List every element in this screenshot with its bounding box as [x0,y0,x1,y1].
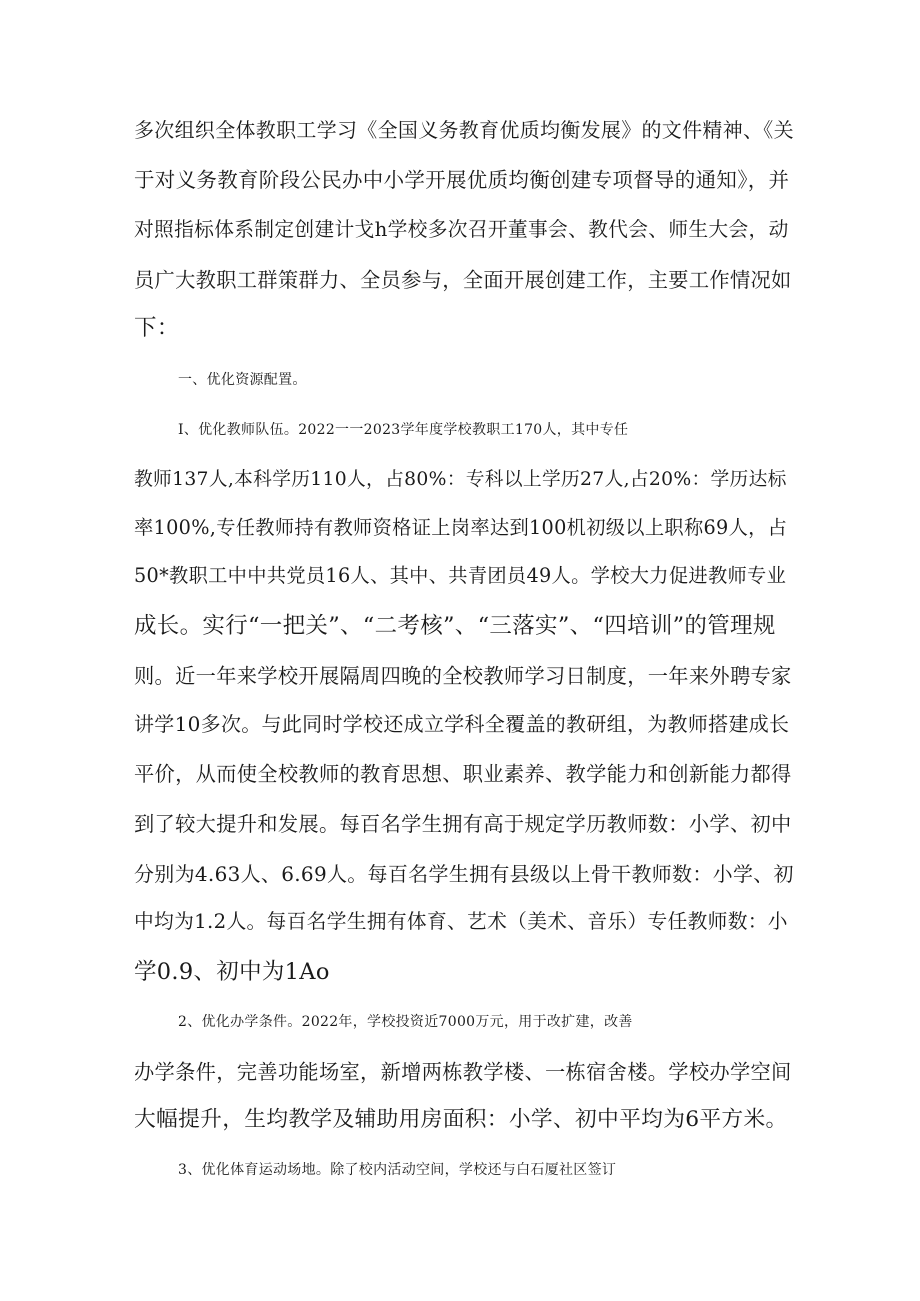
text-line: 办学条件，完善功能场室，新增两栋教学楼、一栋宿舍楼。学校办学空间 [134,1060,792,1084]
paragraph-first-line: I、优化教师队伍。2022一一2023学年度学校教职工170人，其中专任 [178,422,629,438]
text-line: 教师137人,本科学历110人，占80%：专科以上学历27人,占20%：学历达标 [134,469,787,490]
text-line: 讲学10多次。与此同时学校还成立学科全覆盖的教研组，为教师搭建成长 [134,712,790,736]
text-line: 下： [134,315,180,341]
paragraph-first-line: 2、优化办学条件。2022年，学校投资近7000万元，用于改扩建，改善 [178,1014,633,1030]
text-line: 中均为1.2人。每百名学生拥有体育、艺术（美术、音乐）专任教师数：小 [134,910,788,933]
text-line: 于对义务教育阶段公民办中小学开展优质均衡创建专项督导的通知》，并 [134,168,790,192]
text-line: 50*教职工中中共党员16人、其中、共青团员49人。学校大力促进教师专业 [134,564,787,587]
section-heading: 一、优化资源配置。 [178,372,307,388]
text-line: 率100%,专任教师持有教师资格证上岗率达到100机初级以上职称69人，占 [134,516,788,539]
text-line: 则。近一年来学校开展隔周四晚的全校教师学习日制度，一年来外聘专家 [134,664,792,688]
text-line: 对照指标体系制定创建计戈h学校多次召开董事会、教代会、师生大会，动 [134,218,789,241]
text-line: 分别为4.63人、6.69人。每百名学生拥有县级以上骨干教师数：小学、初 [134,862,794,886]
text-line: 学0.9、初中为1Ao [134,959,330,985]
paragraph-first-line: 3、优化体育运动场地。除了校内活动空间，学校还与白石厦社区签订 [178,1162,617,1178]
text-line: 员广大教职工群策群力、全员参与，全面开展创建工作，主要工作情况如 [134,268,792,292]
text-line: 成长。实行“一把关”、“二考核”、“三落实”、“四培训”的管理规 [134,613,776,639]
text-line: 大幅提升，生均教学及辅助用房面积：小学、初中平均为6平方米。 [134,1107,788,1132]
text-line: 平价，从而使全校教师的教育思想、职业素养、教学能力和创新能力都得 [134,762,792,786]
text-line: 到了较大提升和发展。每百名学生拥有高于规定学历教师数：小学、初中 [134,812,792,836]
text-line: 多次组织全体教职工学习《全国义务教育优质均衡发展》的文件精神、《关 [134,118,794,142]
